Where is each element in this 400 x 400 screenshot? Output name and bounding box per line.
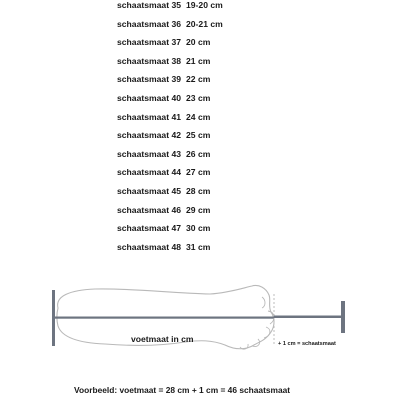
skate-size-label: schaatsmaat 35: [117, 0, 182, 10]
foot-length-label: voetmaat in cm: [131, 334, 194, 344]
size-row: [117, 108, 257, 127]
foot-length-value: 23 cm: [186, 92, 211, 103]
foot-length-value: 26 cm: [186, 148, 211, 159]
size-row: [117, 163, 257, 182]
toe-outline: [262, 297, 265, 308]
foot-length-value: 22 cm: [186, 74, 211, 85]
skate-size-label: schaatsmaat 47: [117, 223, 182, 234]
extension-line: [274, 316, 342, 319]
foot-length-value: 28 cm: [186, 185, 211, 196]
size-row: [117, 201, 257, 220]
foot-measure-line: [54, 317, 274, 319]
foot-length-value: 24 cm: [186, 111, 211, 122]
foot-length-value: 20-21 cm: [186, 18, 223, 29]
size-row: [117, 238, 257, 257]
toe-outline: [264, 327, 270, 338]
example-text: Voorbeeld: voetmaat = 28 cm + 1 cm = 46 schaatsmaat: [74, 385, 291, 395]
skate-size-label: schaatsmaat 36: [117, 18, 182, 29]
size-row: [117, 52, 257, 71]
size-row: [117, 70, 257, 89]
skate-size-label: schaatsmaat 43: [117, 148, 182, 159]
skate-size-label: schaatsmaat 48: [117, 241, 182, 252]
size-row: [117, 145, 257, 164]
skate-size-label: schaatsmaat 40: [117, 92, 182, 103]
foot-measurement-diagram: [0, 280, 400, 360]
skate-size-label: + 1 cm = schaatsmaat: [278, 341, 336, 347]
skate-size-label: schaatsmaat 45: [117, 185, 182, 196]
foot-length-value: 19-20 cm: [186, 0, 223, 10]
size-table: [117, 0, 257, 256]
skate-size-label: schaatsmaat 38: [117, 55, 182, 66]
size-row: [117, 33, 257, 52]
skate-size-label: schaatsmaat 42: [117, 130, 182, 141]
size-row: [117, 89, 257, 108]
end-bar: [341, 301, 345, 333]
skate-size-label: schaatsmaat 41: [117, 111, 182, 122]
foot-length-value: 21 cm: [186, 55, 211, 66]
foot-length-value: 31 cm: [186, 241, 211, 252]
size-row: [117, 219, 257, 238]
foot-length-value: 25 cm: [186, 130, 211, 141]
size-row: [117, 126, 257, 145]
skate-size-label: schaatsmaat 39: [117, 74, 182, 85]
foot-length-value: 27 cm: [186, 167, 211, 178]
size-row: [117, 15, 257, 34]
skate-size-label: schaatsmaat 37: [117, 37, 182, 48]
foot-length-value: 30 cm: [186, 223, 211, 234]
skate-size-label: schaatsmaat 44: [117, 167, 182, 178]
size-row: [117, 182, 257, 201]
size-row: [117, 0, 257, 15]
foot-length-value: 20 cm: [186, 37, 211, 48]
foot-length-value: 29 cm: [186, 204, 211, 215]
skate-size-label: schaatsmaat 46: [117, 204, 182, 215]
